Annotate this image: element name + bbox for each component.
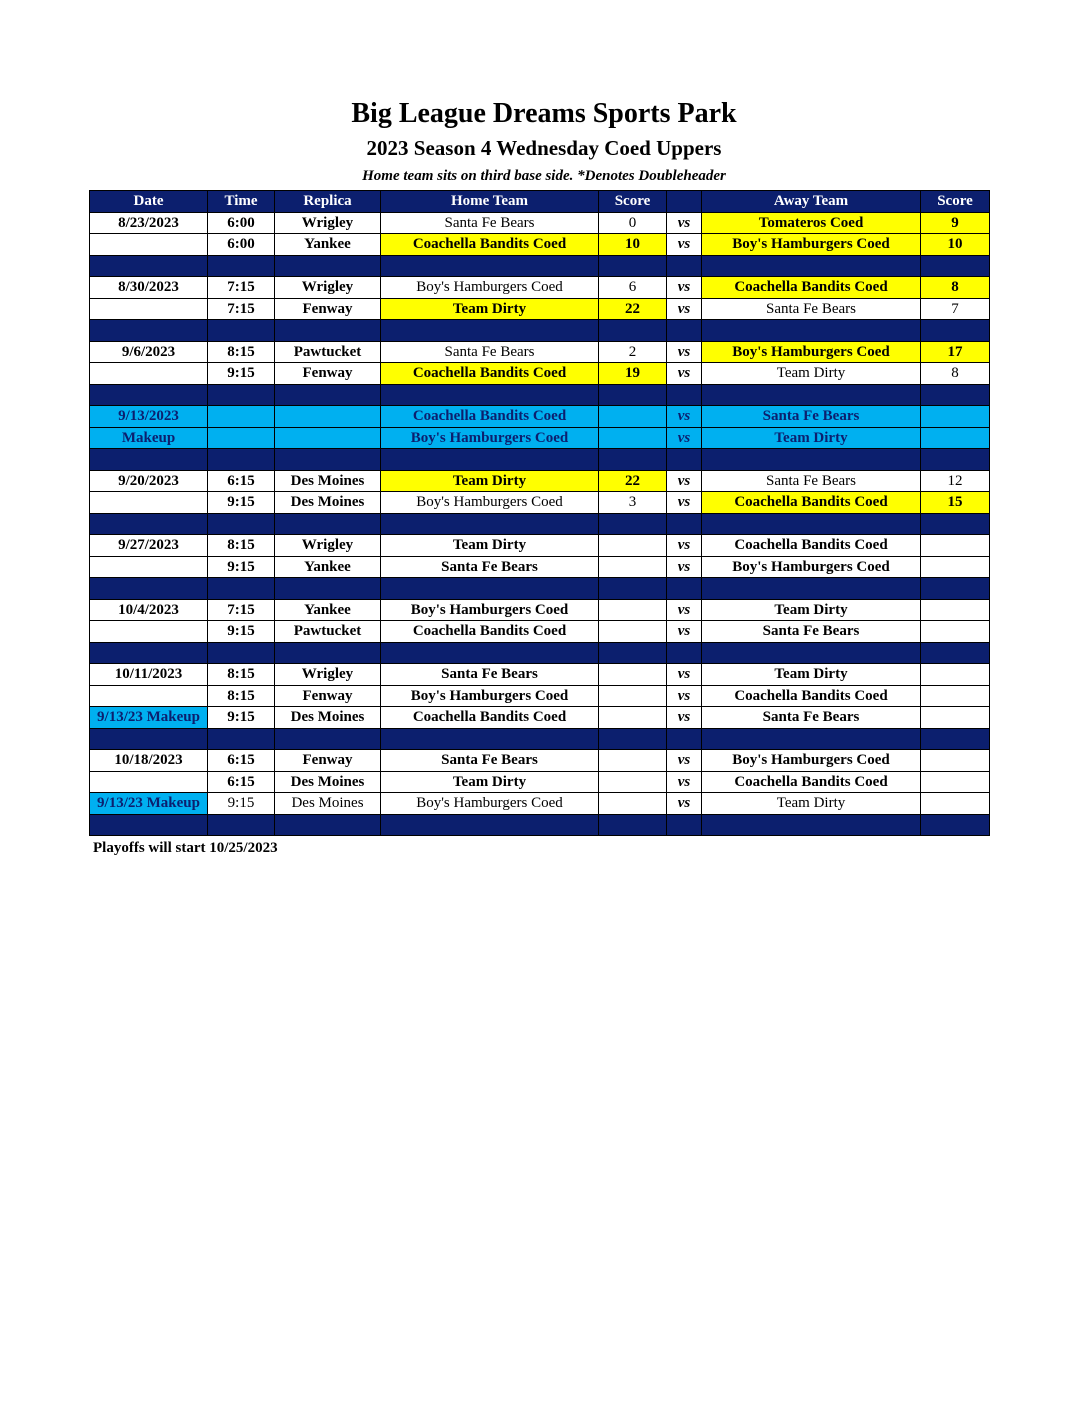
replica-cell: Des Moines xyxy=(275,771,381,793)
table-row xyxy=(90,707,990,729)
date-cell: Makeup xyxy=(90,427,208,449)
separator-cell xyxy=(599,578,667,600)
home-score-cell xyxy=(599,685,667,707)
separator-cell xyxy=(208,578,275,600)
separator-cell xyxy=(208,642,275,664)
home-score-cell xyxy=(599,750,667,772)
separator-cell xyxy=(208,513,275,535)
separator-cell xyxy=(90,642,208,664)
time-cell: 6:15 xyxy=(208,750,275,772)
separator-row xyxy=(90,449,990,471)
separator-cell xyxy=(208,728,275,750)
table-row xyxy=(90,298,990,320)
date-cell: 8/30/2023 xyxy=(90,277,208,299)
away-team-cell: Coachella Bandits Coed xyxy=(702,277,921,299)
separator-cell xyxy=(702,578,921,600)
separator-row xyxy=(90,320,990,342)
away-team-cell: Boy's Hamburgers Coed xyxy=(702,556,921,578)
separator-row xyxy=(90,255,990,277)
away-score-cell: 12 xyxy=(921,470,990,492)
home-team-cell: Team Dirty xyxy=(381,535,599,557)
home-score-cell xyxy=(599,707,667,729)
replica-cell: Fenway xyxy=(275,750,381,772)
separator-cell xyxy=(208,449,275,471)
separator-cell xyxy=(208,814,275,836)
separator-cell xyxy=(381,320,599,342)
time-cell: 9:15 xyxy=(208,793,275,815)
replica-cell xyxy=(275,406,381,428)
time-cell: 9:15 xyxy=(208,621,275,643)
header-home-score: Score xyxy=(599,191,667,213)
away-team-cell: Santa Fe Bears xyxy=(702,470,921,492)
time-cell: 6:15 xyxy=(208,771,275,793)
separator-cell xyxy=(381,449,599,471)
separator-cell xyxy=(599,449,667,471)
away-team-cell: Coachella Bandits Coed xyxy=(702,492,921,514)
vs-cell: vs xyxy=(667,535,702,557)
separator-cell xyxy=(702,255,921,277)
home-team-cell: Santa Fe Bears xyxy=(381,212,599,234)
home-team-cell: Boy's Hamburgers Coed xyxy=(381,599,599,621)
home-score-cell xyxy=(599,535,667,557)
away-team-cell: Tomateros Coed xyxy=(702,212,921,234)
separator-cell xyxy=(667,513,702,535)
away-score-cell xyxy=(921,535,990,557)
replica-cell: Fenway xyxy=(275,298,381,320)
away-score-cell: 8 xyxy=(921,277,990,299)
vs-cell: vs xyxy=(667,621,702,643)
vs-cell: vs xyxy=(667,599,702,621)
separator-cell xyxy=(702,320,921,342)
separator-cell xyxy=(381,728,599,750)
replica-cell: Wrigley xyxy=(275,277,381,299)
table-row xyxy=(90,234,990,256)
header-away-team: Away Team xyxy=(702,191,921,213)
separator-cell xyxy=(702,449,921,471)
replica-cell: Des Moines xyxy=(275,470,381,492)
home-team-cell: Boy's Hamburgers Coed xyxy=(381,492,599,514)
separator-cell xyxy=(921,814,990,836)
date-cell xyxy=(90,234,208,256)
away-score-cell xyxy=(921,771,990,793)
away-score-cell xyxy=(921,427,990,449)
date-cell: 10/4/2023 xyxy=(90,599,208,621)
separator-cell xyxy=(275,449,381,471)
replica-cell: Pawtucket xyxy=(275,341,381,363)
home-score-cell xyxy=(599,771,667,793)
vs-cell: vs xyxy=(667,363,702,385)
time-cell: 7:15 xyxy=(208,298,275,320)
date-cell: 9/13/23 Makeup xyxy=(90,707,208,729)
separator-row xyxy=(90,384,990,406)
vs-cell: vs xyxy=(667,664,702,686)
home-team-cell: Team Dirty xyxy=(381,771,599,793)
replica-cell: Wrigley xyxy=(275,212,381,234)
time-cell: 7:15 xyxy=(208,277,275,299)
replica-cell: Pawtucket xyxy=(275,621,381,643)
away-team-cell: Boy's Hamburgers Coed xyxy=(702,234,921,256)
time-cell: 8:15 xyxy=(208,535,275,557)
separator-cell xyxy=(667,642,702,664)
home-score-cell xyxy=(599,793,667,815)
separator-cell xyxy=(90,384,208,406)
time-cell xyxy=(208,427,275,449)
separator-cell xyxy=(90,728,208,750)
vs-cell: vs xyxy=(667,685,702,707)
away-team-cell: Coachella Bandits Coed xyxy=(702,535,921,557)
home-score-cell xyxy=(599,556,667,578)
page-title: Big League Dreams Sports Park xyxy=(351,98,737,129)
home-score-cell xyxy=(599,664,667,686)
home-team-cell: Coachella Bandits Coed xyxy=(381,621,599,643)
time-cell: 6:00 xyxy=(208,234,275,256)
table-row xyxy=(90,470,990,492)
vs-cell: vs xyxy=(667,707,702,729)
separator-row xyxy=(90,513,990,535)
home-team-cell: Santa Fe Bears xyxy=(381,664,599,686)
home-score-cell: 3 xyxy=(599,492,667,514)
separator-row xyxy=(90,642,990,664)
separator-cell xyxy=(667,449,702,471)
time-cell: 6:15 xyxy=(208,470,275,492)
away-team-cell: Team Dirty xyxy=(702,427,921,449)
replica-cell: Wrigley xyxy=(275,664,381,686)
separator-cell xyxy=(599,513,667,535)
separator-cell xyxy=(702,642,921,664)
separator-row xyxy=(90,814,990,836)
separator-cell xyxy=(921,384,990,406)
home-score-cell: 2 xyxy=(599,341,667,363)
away-score-cell: 8 xyxy=(921,363,990,385)
separator-cell xyxy=(667,255,702,277)
home-score-cell: 6 xyxy=(599,277,667,299)
separator-cell xyxy=(667,814,702,836)
time-cell: 9:15 xyxy=(208,556,275,578)
home-team-cell: Coachella Bandits Coed xyxy=(381,234,599,256)
table-row xyxy=(90,750,990,772)
away-score-cell xyxy=(921,556,990,578)
separator-cell xyxy=(381,513,599,535)
home-score-cell: 0 xyxy=(599,212,667,234)
separator-cell xyxy=(599,642,667,664)
table-row xyxy=(90,556,990,578)
home-team-cell: Santa Fe Bears xyxy=(381,341,599,363)
table-row xyxy=(90,685,990,707)
vs-cell: vs xyxy=(667,556,702,578)
date-cell xyxy=(90,298,208,320)
home-team-cell: Boy's Hamburgers Coed xyxy=(381,277,599,299)
time-cell: 8:15 xyxy=(208,664,275,686)
date-cell xyxy=(90,621,208,643)
separator-cell xyxy=(599,320,667,342)
table-row xyxy=(90,363,990,385)
away-team-cell: Santa Fe Bears xyxy=(702,621,921,643)
separator-cell xyxy=(921,642,990,664)
vs-cell: vs xyxy=(667,750,702,772)
time-cell xyxy=(208,406,275,428)
vs-cell: vs xyxy=(667,427,702,449)
date-cell xyxy=(90,771,208,793)
home-score-cell: 10 xyxy=(599,234,667,256)
home-team-cell: Coachella Bandits Coed xyxy=(381,363,599,385)
separator-cell xyxy=(208,384,275,406)
away-score-cell: 17 xyxy=(921,341,990,363)
table-row xyxy=(90,621,990,643)
vs-cell: vs xyxy=(667,406,702,428)
table-row xyxy=(90,212,990,234)
away-score-cell xyxy=(921,707,990,729)
away-score-cell: 15 xyxy=(921,492,990,514)
header-away-score: Score xyxy=(921,191,990,213)
replica-cell: Fenway xyxy=(275,363,381,385)
date-cell xyxy=(90,685,208,707)
home-score-cell xyxy=(599,427,667,449)
table-row xyxy=(90,427,990,449)
separator-cell xyxy=(90,255,208,277)
vs-cell: vs xyxy=(667,470,702,492)
date-cell: 8/23/2023 xyxy=(90,212,208,234)
away-team-cell: Coachella Bandits Coed xyxy=(702,685,921,707)
page-subtitle: 2023 Season 4 Wednesday Coed Uppers xyxy=(366,136,722,160)
home-team-cell: Boy's Hamburgers Coed xyxy=(381,793,599,815)
table-row xyxy=(90,492,990,514)
table-row xyxy=(90,793,990,815)
home-team-cell: Team Dirty xyxy=(381,298,599,320)
time-cell: 7:15 xyxy=(208,599,275,621)
away-score-cell xyxy=(921,664,990,686)
separator-cell xyxy=(275,578,381,600)
table-row xyxy=(90,535,990,557)
date-cell: 9/13/23 Makeup xyxy=(90,793,208,815)
date-cell: 9/27/2023 xyxy=(90,535,208,557)
schedule-body xyxy=(90,212,990,836)
vs-cell: vs xyxy=(667,341,702,363)
replica-cell: Des Moines xyxy=(275,793,381,815)
replica-cell: Fenway xyxy=(275,685,381,707)
away-score-cell: 9 xyxy=(921,212,990,234)
time-cell: 9:15 xyxy=(208,492,275,514)
vs-cell: vs xyxy=(667,277,702,299)
date-cell xyxy=(90,556,208,578)
separator-cell xyxy=(921,578,990,600)
separator-cell xyxy=(381,814,599,836)
separator-cell xyxy=(921,320,990,342)
vs-cell: vs xyxy=(667,212,702,234)
separator-cell xyxy=(90,578,208,600)
away-score-cell xyxy=(921,750,990,772)
replica-cell: Wrigley xyxy=(275,535,381,557)
separator-cell xyxy=(90,814,208,836)
separator-cell xyxy=(599,728,667,750)
separator-cell xyxy=(599,814,667,836)
separator-cell xyxy=(275,513,381,535)
away-score-cell xyxy=(921,685,990,707)
date-cell xyxy=(90,363,208,385)
away-score-cell xyxy=(921,406,990,428)
separator-cell xyxy=(667,578,702,600)
home-team-cell: Santa Fe Bears xyxy=(381,556,599,578)
time-cell: 8:15 xyxy=(208,341,275,363)
replica-cell: Des Moines xyxy=(275,707,381,729)
time-cell: 9:15 xyxy=(208,363,275,385)
home-score-cell xyxy=(599,621,667,643)
separator-cell xyxy=(90,320,208,342)
replica-cell: Yankee xyxy=(275,556,381,578)
vs-cell: vs xyxy=(667,492,702,514)
home-team-cell: Boy's Hamburgers Coed xyxy=(381,685,599,707)
separator-cell xyxy=(381,578,599,600)
table-row xyxy=(90,599,990,621)
away-score-cell: 10 xyxy=(921,234,990,256)
away-team-cell: Coachella Bandits Coed xyxy=(702,771,921,793)
separator-cell xyxy=(921,513,990,535)
separator-row xyxy=(90,578,990,600)
table-row xyxy=(90,771,990,793)
separator-cell xyxy=(667,320,702,342)
separator-cell xyxy=(702,384,921,406)
date-cell xyxy=(90,492,208,514)
date-cell: 9/20/2023 xyxy=(90,470,208,492)
separator-cell xyxy=(275,814,381,836)
schedule-note: Home team sits on third base side. *Denotes Doubleheader xyxy=(362,168,726,184)
separator-cell xyxy=(667,728,702,750)
home-score-cell: 22 xyxy=(599,298,667,320)
header-replica: Replica xyxy=(275,191,381,213)
schedule-table xyxy=(89,190,990,836)
table-row xyxy=(90,664,990,686)
date-cell: 10/11/2023 xyxy=(90,664,208,686)
time-cell: 6:00 xyxy=(208,212,275,234)
date-cell: 9/6/2023 xyxy=(90,341,208,363)
separator-cell xyxy=(921,728,990,750)
separator-cell xyxy=(208,320,275,342)
table-row xyxy=(90,406,990,428)
date-cell: 10/18/2023 xyxy=(90,750,208,772)
header-time: Time xyxy=(208,191,275,213)
separator-cell xyxy=(381,384,599,406)
separator-cell xyxy=(381,642,599,664)
away-score-cell xyxy=(921,621,990,643)
time-cell: 8:15 xyxy=(208,685,275,707)
vs-cell: vs xyxy=(667,793,702,815)
away-team-cell: Team Dirty xyxy=(702,664,921,686)
home-team-cell: Team Dirty xyxy=(381,470,599,492)
separator-cell xyxy=(599,384,667,406)
separator-cell xyxy=(90,449,208,471)
separator-cell xyxy=(667,384,702,406)
separator-cell xyxy=(702,728,921,750)
vs-cell: vs xyxy=(667,234,702,256)
replica-cell: Des Moines xyxy=(275,492,381,514)
separator-cell xyxy=(702,814,921,836)
separator-row xyxy=(90,728,990,750)
away-team-cell: Team Dirty xyxy=(702,363,921,385)
header-date: Date xyxy=(90,191,208,213)
vs-cell: vs xyxy=(667,298,702,320)
playoffs-note: Playoffs will start 10/25/2023 xyxy=(93,840,278,856)
time-cell: 9:15 xyxy=(208,707,275,729)
away-team-cell: Boy's Hamburgers Coed xyxy=(702,750,921,772)
home-team-cell: Coachella Bandits Coed xyxy=(381,707,599,729)
separator-cell xyxy=(702,513,921,535)
separator-cell xyxy=(275,255,381,277)
home-score-cell xyxy=(599,406,667,428)
date-cell: 9/13/2023 xyxy=(90,406,208,428)
separator-cell xyxy=(275,642,381,664)
away-team-cell: Team Dirty xyxy=(702,599,921,621)
replica-cell xyxy=(275,427,381,449)
separator-cell xyxy=(921,255,990,277)
header-row xyxy=(90,191,990,213)
separator-cell xyxy=(275,320,381,342)
away-score-cell: 7 xyxy=(921,298,990,320)
replica-cell: Yankee xyxy=(275,599,381,621)
home-team-cell: Santa Fe Bears xyxy=(381,750,599,772)
away-team-cell: Boy's Hamburgers Coed xyxy=(702,341,921,363)
away-score-cell xyxy=(921,793,990,815)
separator-cell xyxy=(921,449,990,471)
table-row xyxy=(90,277,990,299)
replica-cell: Yankee xyxy=(275,234,381,256)
home-team-cell: Coachella Bandits Coed xyxy=(381,406,599,428)
away-team-cell: Santa Fe Bears xyxy=(702,406,921,428)
home-score-cell: 19 xyxy=(599,363,667,385)
home-team-cell: Boy's Hamburgers Coed xyxy=(381,427,599,449)
header-vs xyxy=(667,191,702,213)
away-team-cell: Team Dirty xyxy=(702,793,921,815)
vs-cell: vs xyxy=(667,771,702,793)
separator-cell xyxy=(208,255,275,277)
header-home-team: Home Team xyxy=(381,191,599,213)
separator-cell xyxy=(599,255,667,277)
separator-cell xyxy=(381,255,599,277)
away-team-cell: Santa Fe Bears xyxy=(702,298,921,320)
home-score-cell xyxy=(599,599,667,621)
away-score-cell xyxy=(921,599,990,621)
table-row xyxy=(90,341,990,363)
separator-cell xyxy=(275,384,381,406)
separator-cell xyxy=(275,728,381,750)
separator-cell xyxy=(90,513,208,535)
away-team-cell: Santa Fe Bears xyxy=(702,707,921,729)
home-score-cell: 22 xyxy=(599,470,667,492)
